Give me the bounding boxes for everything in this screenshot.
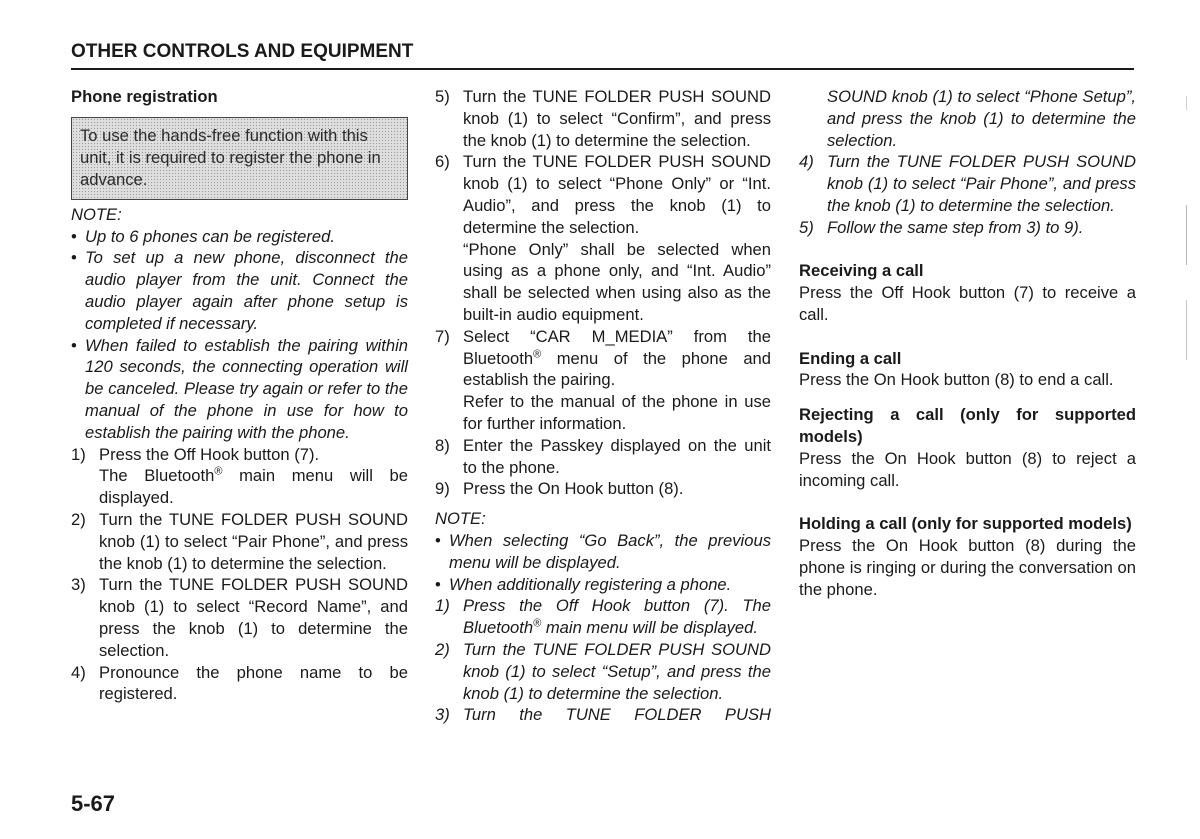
step-text-extra: “Phone Only” shall be selected when using as a phone only, and “Int. Audio” shall be selected when using also as the built-in audio equipment. [463,239,771,324]
step-item [799,217,1136,239]
step-number: 2) [71,509,86,529]
step-text-main: Select “CAR M_MEDIA” from the Bluetooth [463,326,771,368]
registered-mark: ® [533,617,542,630]
step-item [435,478,771,500]
note-item: • When failed to establish the pairing within 120 seconds, the connecting operation will be canceled. Please try again or refer to the manual of the phone in use for how to establish the pairing with the phone. [71,335,408,444]
step-text-extra: The Bluetooth [99,466,215,486]
step-text: Turn the TUNE FOLDER PUSH SOUND knob (1) to select “Confirm”, and press the knob (1) to determine the selection. [463,87,771,150]
step-item [435,704,771,726]
registered-mark: ® [533,348,542,361]
step-item [435,326,771,435]
registration-steps-continued [435,86,771,500]
step-item [435,435,771,479]
step-continued-text: SOUND knob (1) to select “Phone Setup”, and press the knob (1) to determine the selection. [827,87,1136,150]
step-item [71,662,408,706]
step-text-extra-end: main menu will be displayed. [99,466,408,508]
holding-call-heading: Holding a call (only for supported models) [799,514,1132,534]
step-text [463,595,771,639]
scan-edge-mark [1186,300,1187,360]
step-text [463,326,771,435]
step-item [435,639,771,704]
ending-call-heading: Ending a call [799,348,902,368]
step-number: 4) [71,662,86,682]
note-item: • To set up a new phone, disconnect the audio player from the unit. Connect the audio player again after phone setup is completed if necessary. [71,247,408,334]
note-title: NOTE: [435,509,486,529]
step-text-main-end: main menu will be displayed. [541,618,758,638]
column-1 [71,86,408,705]
step-text-extra: Refer to the manual of the phone in use for further information. [463,392,771,433]
page-number: 5-67 [71,791,116,816]
step-number: 8) [435,435,450,455]
column-3 [799,86,1136,600]
step-text: Turn the TUNE FOLDER PUSH SOUND knob (1) to select “Pair Phone”, and press the knob (1) to determine the selection. [99,509,408,573]
header-rule [71,68,1134,70]
step-number: 3) [435,705,450,725]
step-text-main-end: menu of the phone and establish the pairing. [463,348,771,390]
step-number: 5) [799,217,814,237]
step-item [71,444,408,509]
step-item [71,574,408,661]
step-item [799,151,1136,216]
scan-edge-mark [1186,205,1187,265]
note-item: • When additionally registering a phone. [435,574,771,596]
step-text: Turn the TUNE FOLDER PUSH SOUND knob (1) to select “Record Name”, and press the knob (1) to determine the selection. [99,575,408,660]
section-header: OTHER CONTROLS AND EQUIPMENT [71,41,414,62]
scan-edge-mark [1186,96,1187,110]
note-list [435,530,771,595]
step-number: 4) [799,152,814,172]
step-item [435,151,771,325]
step-text: Follow the same step from 3) to 9). [827,217,1084,237]
additional-registration-steps [435,595,771,726]
step-text: Enter the Passkey displayed on the unit to the phone. [463,435,771,477]
step-text [99,444,408,509]
receiving-call-heading: Receiving a call [799,261,924,281]
step-text: Press the On Hook button (8). [463,479,684,499]
step-number: 9) [435,479,450,499]
step-number: 2) [435,639,450,659]
rejecting-call-heading: Rejecting a call (only for supported models) [799,405,1136,446]
step-text: Pronounce the phone name to be registered. [99,662,408,704]
holding-call-text: Press the On Hook button (8) during the phone is ringing or during the conversation on the phone. [799,535,1136,599]
note-item: • When selecting “Go Back”, the previous menu will be displayed. [435,530,771,574]
step-item [71,509,408,574]
step-text-main: Press the Off Hook button (7). The Bluetooth [463,596,771,638]
step-number: 1) [435,596,450,616]
step-number: 3) [71,575,86,595]
step-number: 6) [435,152,450,172]
notice-box: To use the hands-free function with this unit, it is required to register the phone in advance. [71,117,408,200]
step-text-main: Turn the TUNE FOLDER PUSH SOUND knob (1) to select “Phone Only” or “Int. Audio”, and press the knob (1) to determine the selection. [463,152,771,237]
receiving-call-text: Press the Off Hook button (7) to receive a call. [799,283,1136,324]
step-text: Turn the TUNE FOLDER PUSH [463,705,771,725]
registration-steps [71,444,408,706]
step-text [463,151,771,325]
note-item: • Up to 6 phones can be registered. [71,226,408,248]
step-item [435,595,771,639]
rejecting-call-text: Press the On Hook button (8) to reject a incoming call. [799,448,1136,490]
registered-mark: ® [214,465,223,478]
additional-registration-steps-continued [799,151,1136,238]
step-number: 5) [435,87,450,106]
ending-call-text: Press the On Hook button (8) to end a call. [799,370,1114,390]
step-number: 7) [435,326,450,346]
step-text-main: Press the Off Hook button (7). [99,444,320,464]
step-item [435,86,771,151]
phone-registration-heading: Phone registration [71,87,218,106]
step-number: 1) [71,444,86,464]
step-text: Turn the TUNE FOLDER PUSH SOUND knob (1) to select “Setup”, and press the knob (1) to determine the selection. [463,639,771,703]
note-list [71,226,408,444]
note-title: NOTE: [71,204,122,224]
column-2 [435,86,771,726]
step-text: Turn the TUNE FOLDER PUSH SOUND knob (1) to select “Pair Phone”, and press the knob (1) to determine the selection. [827,152,1136,215]
